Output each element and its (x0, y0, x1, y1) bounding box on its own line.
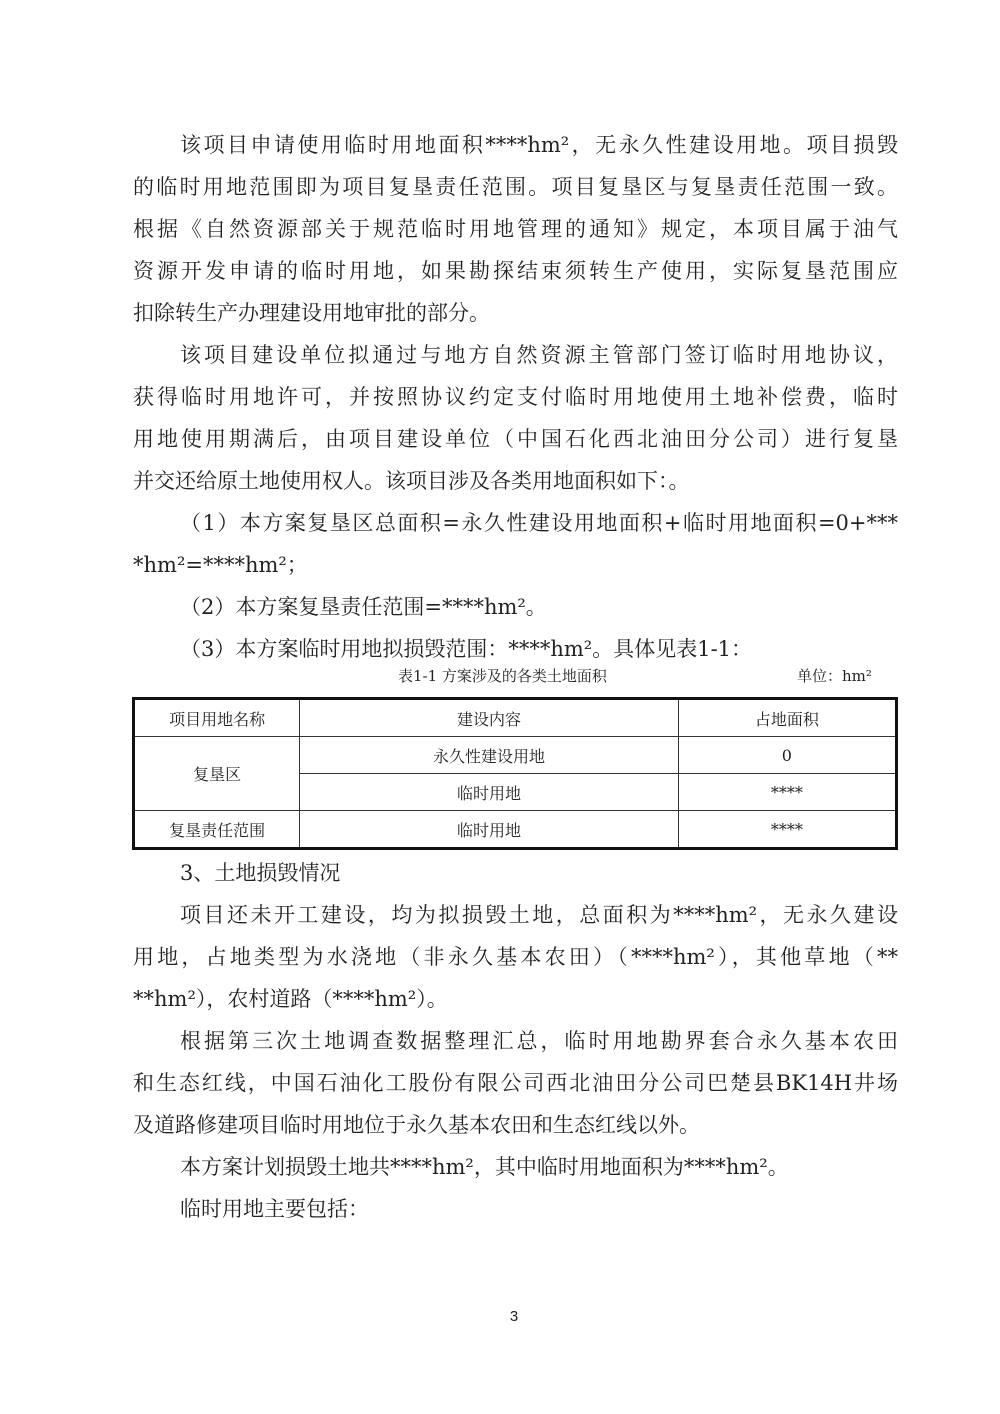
text-line: 和生态红线，中国石油化工股份有限公司西北油田分公司巴楚县BK14H井场 (133, 1071, 898, 1095)
paragraph-5: 本方案计划损毁土地共****hm²，其中临时用地面积为****hm²。 (180, 1155, 789, 1179)
table-cell: 临时用地 (300, 774, 678, 811)
paragraph-6: 临时用地主要包括： (180, 1197, 369, 1221)
table-cell: **** (678, 811, 896, 849)
table-cell: 0 (678, 737, 896, 774)
text-line: （2）本方案复垦责任范围=****hm²。 (180, 595, 547, 619)
text-line: 资源开发申请的临时用地，如果勘探结束须转生产使用，实际复垦范围应 (133, 259, 898, 283)
table-header: 建设内容 (300, 699, 678, 737)
text-line: 并交还给原土地使用权人。该项目涉及各类用地面积如下：。 (133, 469, 690, 493)
text-line: 扣除转生产办理建设用地审批的部分。 (133, 301, 490, 325)
text-line: **hm²），农村道路（****hm²）。 (133, 987, 448, 1011)
table-cell: 复垦区 (134, 737, 300, 811)
text-line: 根据第三次土地调查数据整理汇总，临时用地勘界套合永久基本农田 (180, 1029, 898, 1053)
table-cell: 永久性建设用地 (300, 737, 678, 774)
text-line: 根据《自然资源部关于规范临时用地管理的通知》规定，本项目属于油气 (133, 217, 898, 241)
text-line: 项目还未开工建设，均为拟损毁土地，总面积为****hm²，无永久建设 (180, 903, 898, 927)
text-line: 用地，占地类型为水浇地（非永久基本农田）（****hm²），其他草地（** (133, 945, 898, 969)
table-header: 项目用地名称 (134, 699, 300, 737)
text-line: 该项目建设单位拟通过与地方自然资源主管部门签订临时用地协议， (180, 343, 898, 367)
table-header-row (134, 699, 897, 737)
text-line: 该项目申请使用临时用地面积****hm²，无永久性建设用地。项目损毁 (180, 133, 898, 157)
land-area-table (132, 697, 898, 850)
text-line: 获得临时用地许可，并按照协议约定支付临时用地使用土地补偿费，临时 (133, 385, 898, 409)
table-header: 占地面积 (678, 699, 896, 737)
text-line: （3）本方案临时用地拟损毁范围：****hm²。具体见表1-1： (180, 637, 753, 661)
text-line: *hm²=****hm²； (133, 553, 308, 577)
text-line: 用地使用期满后，由项目建设单位（中国石化西北油田分公司）进行复垦 (133, 427, 898, 451)
text-line: 的临时用地范围即为项目复垦责任范围。项目复垦区与复垦责任范围一致。 (133, 175, 898, 199)
page-number: 3 (509, 1308, 519, 1325)
section-heading: 3、土地损毁情况 (180, 861, 341, 885)
table-unit: 单位：hm² (797, 667, 872, 685)
text-line: 及道路修建项目临时用地位于永久基本农田和生态红线以外。 (133, 1113, 700, 1137)
table-cell: 临时用地 (300, 811, 678, 849)
table-cell: **** (678, 774, 896, 811)
table-caption: 表1-1 方案涉及的各类土地面积 (398, 667, 607, 685)
table-row (134, 737, 897, 774)
text-line: （1）本方案复垦区总面积=永久性建设用地面积+临时用地面积=0+*** (180, 511, 898, 535)
table-cell: 复垦责任范围 (134, 811, 300, 849)
table-row (134, 811, 897, 849)
